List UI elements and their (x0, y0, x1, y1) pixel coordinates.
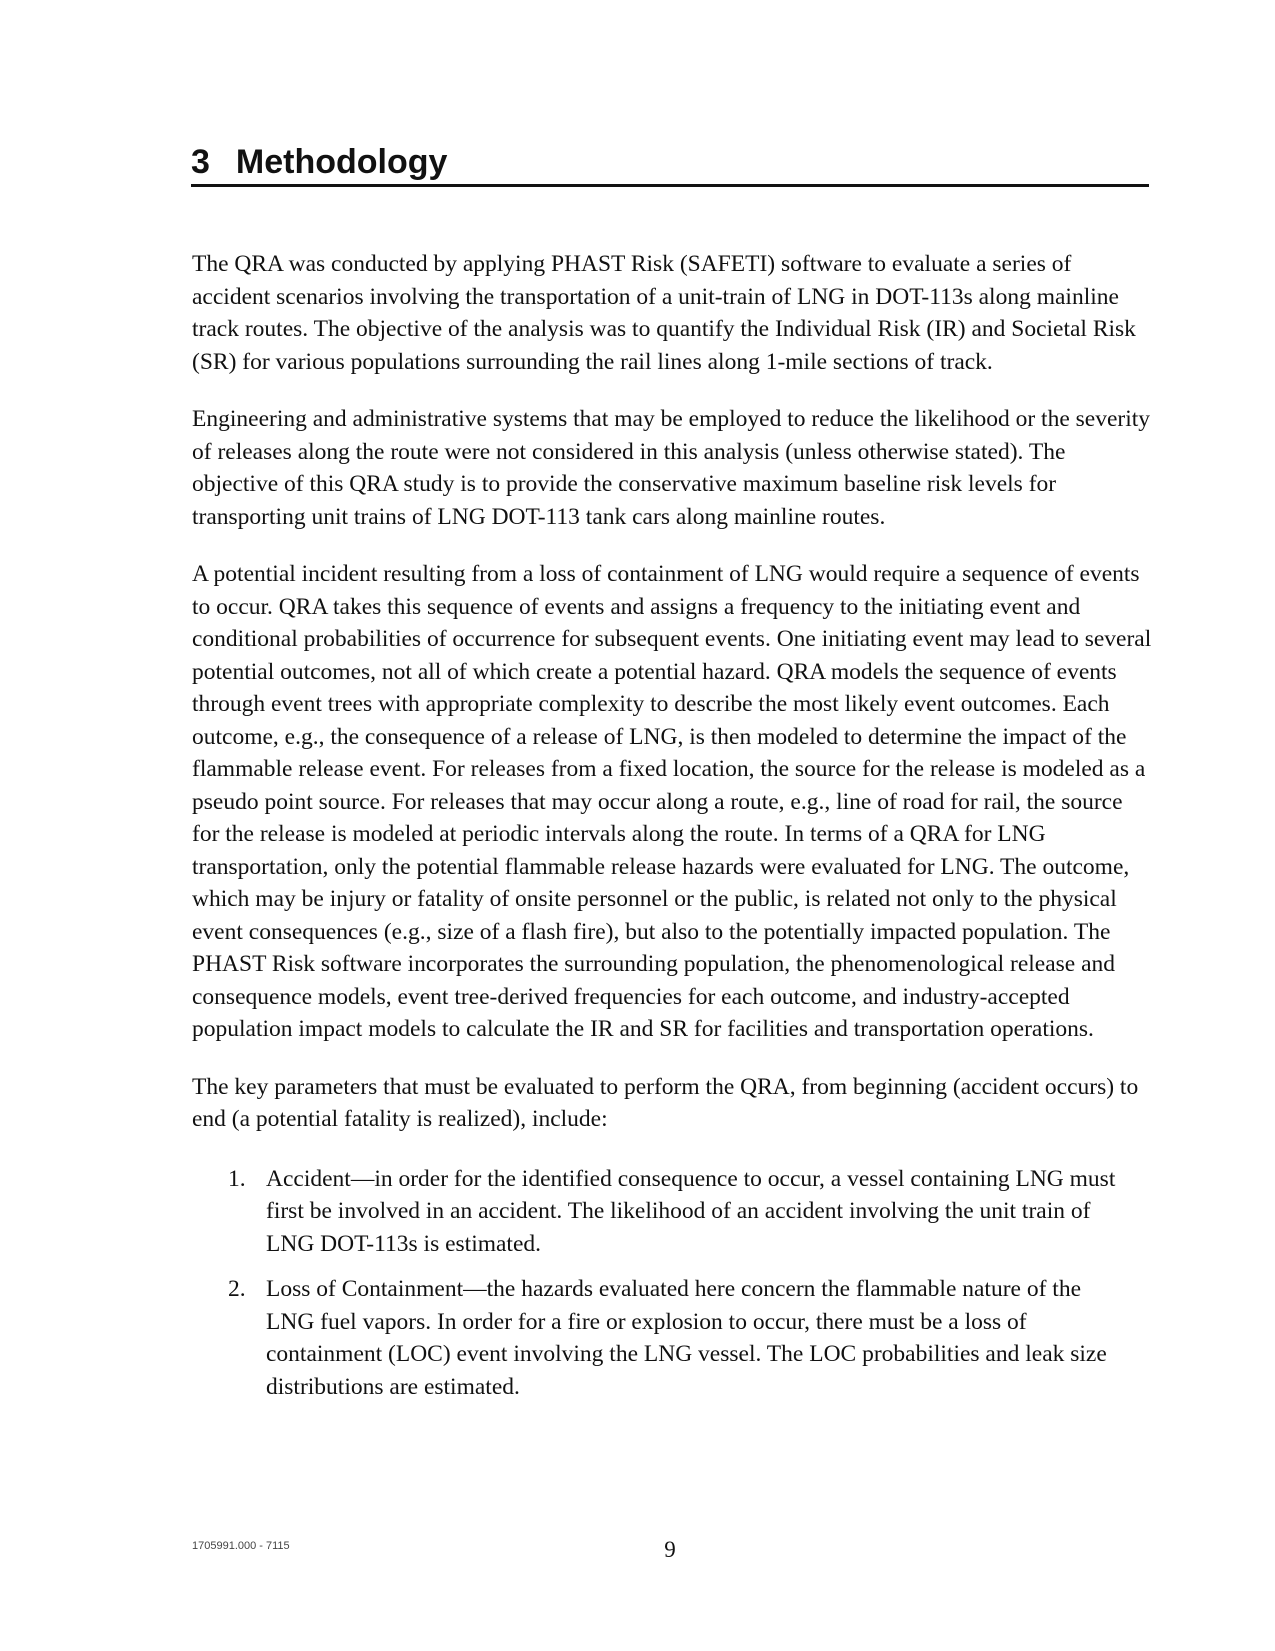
paragraph-4: The key parameters that must be evaluated to perform the QRA, from beginning (accident occurs) to end (a potential fatality is realized), include: (192, 1073, 1139, 1132)
body-text (192, 248, 1152, 1416)
list-item (192, 1273, 1132, 1403)
section-heading (191, 142, 1149, 187)
section-title: Methodology (235, 143, 448, 181)
list-item-text: Accident—in order for the identified consequence to occur, a vessel containing LNG must first be involved in an accident. The likelihood of an accident involving the unit train of LNG DOT-113s is estimated. (266, 1165, 1116, 1257)
list-item-number: 1. (228, 1165, 246, 1192)
paragraph-1: The QRA was conducted by applying PHAST Risk (SAFETI) software to evaluate a series of accident scenarios involving the transportation of a unit-train of LNG in DOT-113s along mainline track routes. The objective of the analysis was to quantify the Individual Risk (IR) and Societal Risk (SR) for various populations surrounding the rail lines along 1-mile sections of track. (192, 251, 1136, 375)
list-item (192, 1163, 1132, 1261)
list-item-text: Loss of Containment—the hazards evaluated here concern the flammable nature of the LNG fuel vapors. In order for a fire or explosion to occur, there must be a loss of containment (LOC) event involving the LNG vessel. The LOC probabilities and leak size distributions are estimated. (266, 1276, 1107, 1400)
list-item-number: 2. (228, 1276, 246, 1302)
section-number: 3 (191, 143, 210, 181)
parameter-list (192, 1163, 1152, 1404)
paragraph-3: A potential incident resulting from a loss of containment of LNG would require a sequence of events to occur. QRA takes this sequence of events and assigns a frequency to the initiating event and conditional probabilities of occurrence for subsequent events. One initiating event may lead to several potential outcomes, not all of which create a potential hazard. QRA models the sequence of events through event trees with appropriate complexity to describe the most likely event outcomes. Each outcome, e.g., the consequence of a release of LNG, is then modeled to determine the impact of the flammable release event. For releases from a fixed location, the source for the release is modeled as a pseudo point source. For releases that may occur along a route, e.g., line of road for rail, the source for the release is modeled at periodic intervals along the route. In terms of a QRA for LNG transportation, only the potential flammable release hazards were evaluated for LNG. The outcome, which may be injury or fatality of onsite personnel or the public, is related not only to the physical event consequences (e.g., size of a flash fire), but also to the potentially impacted population. The PHAST Risk software incorporates the surrounding population, the phenomenological release and consequence models, event tree-derived frequencies for each outcome, and industry-accepted population impact models to calculate the IR and SR for facilities and transportation operations. (192, 561, 1152, 1042)
paragraph-2: Engineering and administrative systems that may be employed to reduce the likelihood or the severity of releases along the route were not considered in this analysis (unless otherwise stated). The objective of this QRA study is to provide the conservative maximum baseline risk levels for transporting unit trains of LNG DOT-113 tank cars along mainline routes. (192, 406, 1151, 530)
footer-document-id: 1705991.000 - 7115 (192, 1540, 290, 1552)
section-heading-text (191, 142, 1149, 182)
page-number: 9 (664, 1537, 676, 1562)
